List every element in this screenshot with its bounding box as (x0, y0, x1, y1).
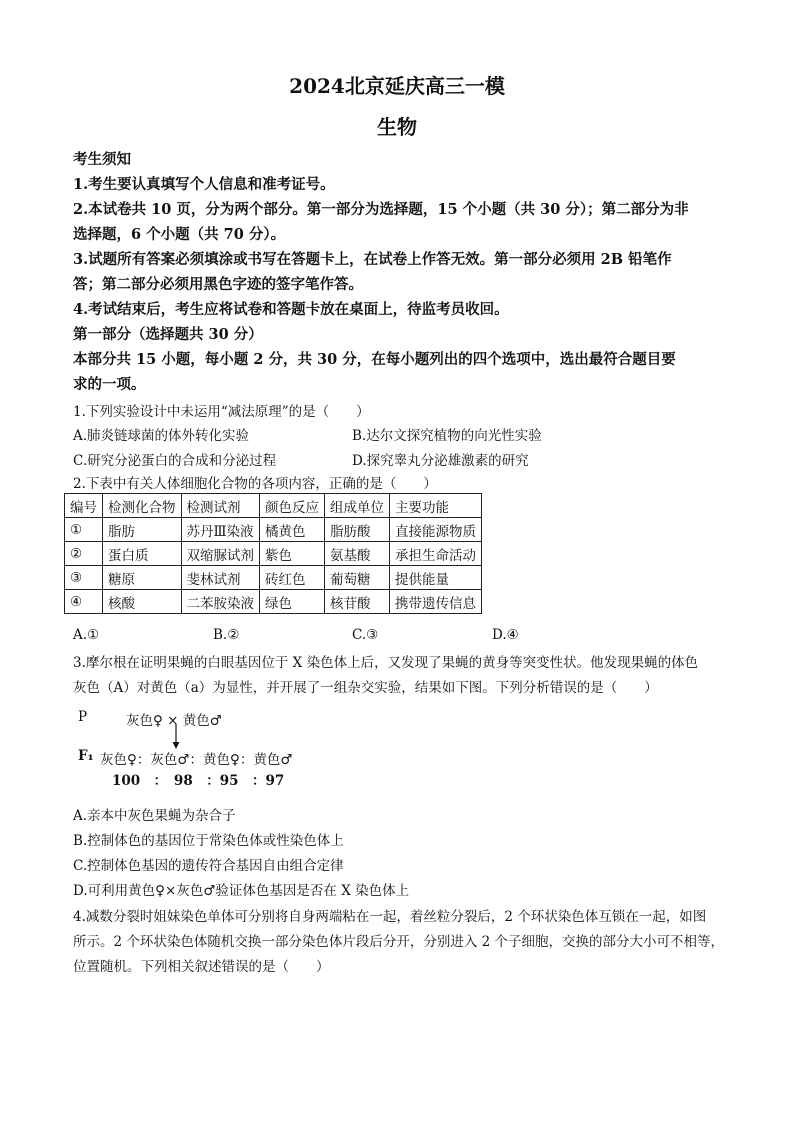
q2-option-b: B.② (213, 627, 240, 643)
q4-stem: 4.减数分裂时姐妹染色单体可分别将自身两端粘在一起，着丝粒分裂后，2 个环状染色体互锁在一起，如图 (73, 909, 707, 925)
f1-ratio: 100 ： 98 ：95 ：97 (112, 773, 285, 789)
part1-description-cont: 求的一项。 (73, 376, 146, 393)
q3-stem-cont: 灰色（A）对黄色（a）为显性，并开展了一组杂交实验，结果如下图。下列分析错误的是（ ） (73, 680, 658, 696)
q1-option-d: D.探究睾丸分泌雄激素的研究 (352, 453, 529, 469)
table-cell: 双缩脲试剂 (181, 542, 260, 566)
q1-option-b: B.达尔文探究植物的向光性实验 (352, 428, 542, 444)
table-row (65, 566, 482, 590)
table-cell: ③ (65, 566, 103, 590)
cross-arrow-icon (171, 724, 181, 750)
q2-stem: 2.下表中有关人体细胞化合物的各项内容，正确的是（ ） (73, 476, 437, 492)
table-cell: 蛋白质 (103, 542, 182, 566)
notice-item-3: 3.试题所有答案必须填涂或书写在答题卡上，在试卷上作答无效。第一部分必须用 2B 铅笔作 (73, 251, 672, 268)
table-cell: 糖原 (103, 566, 182, 590)
notice-item-2-cont: 选择题，6 个小题（共 70 分）。 (73, 226, 286, 243)
table-header-cell: 检测试剂 (181, 494, 260, 518)
table-cell: 直接能源物质 (390, 518, 482, 542)
page-title: 2024北京延庆高三一模 (289, 74, 505, 98)
p-generation-label: P (78, 709, 88, 725)
q1-option-a: A.肺炎链球菌的体外转化实验 (73, 428, 250, 444)
table-cell: 提供能量 (390, 566, 482, 590)
q4-stem-cont: 所示。2 个环状染色体随机交换一部分染色体片段后分开，分别进入 2 个子细胞，交换的部分大小可不相等， (73, 934, 725, 950)
table-cell: 脂肪酸 (325, 518, 390, 542)
table-cell: 苏丹Ⅲ染液 (181, 518, 260, 542)
table-cell: 二苯胺染液 (181, 590, 260, 614)
table-cell: 承担生命活动 (390, 542, 482, 566)
table-row (65, 518, 482, 542)
notice-item-4: 4.考试结束后，考生应将试卷和答题卡放在桌面上，待监考员收回。 (73, 301, 509, 318)
table-cell: 斐林试剂 (181, 566, 260, 590)
table-cell: 紫色 (260, 542, 325, 566)
f1-generation-label: F₁ (78, 748, 94, 764)
table-row (65, 590, 482, 614)
q3-option-c: C.控制体色基因的遗传符合基因自由组合定律 (73, 858, 344, 874)
part1-heading: 第一部分（选择题共 30 分） (73, 326, 263, 343)
q2-option-a: A.① (73, 627, 100, 643)
q4-stem-end: 位置随机。下列相关叙述错误的是（ ） (73, 959, 330, 975)
table-cell: 氨基酸 (325, 542, 390, 566)
f1-phenotypes: 灰色♀：灰色♂：黄色♀：黄色♂ (100, 752, 293, 768)
table-header-row (65, 494, 482, 518)
part1-description: 本部分共 15 小题，每小题 2 分，共 30 分，在每小题列出的四个选项中，选出最符合题目要 (73, 351, 676, 368)
table-cell: ④ (65, 590, 103, 614)
notice-item-3-cont: 答；第二部分必须用黑色字迹的签字笔作答。 (73, 276, 363, 293)
table-cell: 携带遗传信息 (390, 590, 482, 614)
table-cell: 橘黄色 (260, 518, 325, 542)
table-cell: 脂肪 (103, 518, 182, 542)
notice-heading: 考生须知 (73, 151, 131, 168)
q1-stem: 1.下列实验设计中未运用“减法原理”的是（ ） (73, 404, 370, 420)
table-cell: 葡萄糖 (325, 566, 390, 590)
q3-option-b: B.控制体色的基因位于常染色体或性染色体上 (73, 833, 344, 849)
q3-stem: 3.摩尔根在证明果蝇的白眼基因位于 X 染色体上后，又发现了果蝇的黄身等突变性状。他发现果蝇的体色 (73, 655, 699, 671)
table-cell: ② (65, 542, 103, 566)
q3-option-d: D.可利用黄色♀×灰色♂验证体色基因是否在 X 染色体上 (73, 883, 410, 899)
table-cell: 绿色 (260, 590, 325, 614)
q3-option-a: A.亲本中灰色果蝇为杂合子 (73, 808, 236, 824)
table-cell: 核酸 (103, 590, 182, 614)
table-row (65, 542, 482, 566)
table-header-cell: 组成单位 (325, 494, 390, 518)
q2-option-d: D.④ (492, 627, 519, 643)
notice-item-1: 1.考生要认真填写个人信息和准考证号。 (73, 176, 335, 193)
table-header-cell: 编号 (65, 494, 103, 518)
q2-option-c: C.③ (352, 627, 379, 643)
subject-title: 生物 (377, 115, 417, 139)
table-header-cell: 颜色反应 (260, 494, 325, 518)
q1-option-c: C.研究分泌蛋白的合成和分泌过程 (73, 453, 277, 469)
table-header-cell: 主要功能 (390, 494, 482, 518)
table-cell: 砖红色 (260, 566, 325, 590)
table-cell: 核苷酸 (325, 590, 390, 614)
table-cell: ① (65, 518, 103, 542)
notice-item-2: 2.本试卷共 10 页，分为两个部分。第一部分为选择题，15 个小题（共 30 分）；第二部分为非 (73, 201, 689, 218)
q2-table (64, 493, 482, 614)
table-header-cell: 检测化合物 (103, 494, 182, 518)
parent-cross: 灰色♀ × 黄色♂ (126, 713, 222, 729)
